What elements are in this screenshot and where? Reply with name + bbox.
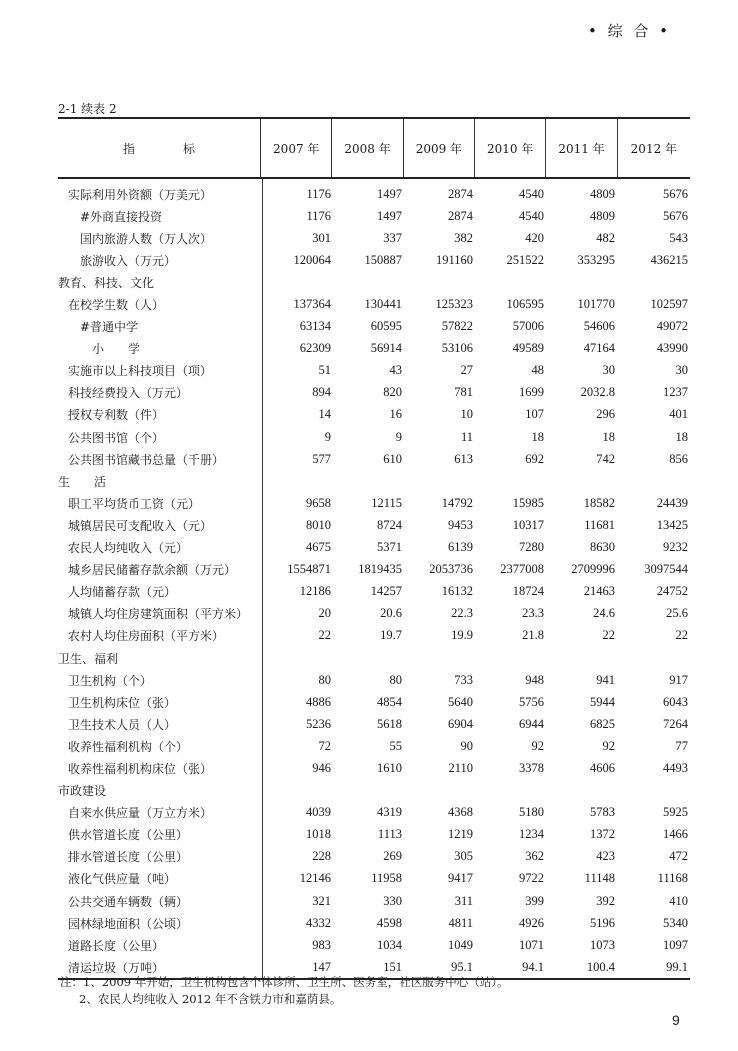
cell-value: 5196 — [590, 915, 615, 930]
cell-value: 147 — [312, 959, 331, 974]
cell-value: 610 — [383, 451, 402, 466]
cell-value: 102597 — [650, 297, 688, 312]
cell-value: 4926 — [519, 915, 544, 930]
cell-value: 4854 — [377, 694, 402, 709]
cell-value: 353295 — [577, 252, 615, 267]
table-title: 2-1 续表 2 — [58, 102, 117, 116]
cell-value: 5925 — [663, 805, 688, 820]
cell-value: 5236 — [306, 716, 331, 731]
cell-value: 24752 — [656, 584, 688, 599]
cell-value: 53106 — [441, 341, 473, 356]
cell-value: 99.1 — [666, 959, 688, 974]
cell-value: 92 — [531, 738, 544, 753]
cell-value: 2874 — [448, 208, 473, 223]
cell-value: 30 — [602, 363, 615, 378]
cell-value: 16132 — [441, 584, 473, 599]
row-label: 市政建设 — [58, 784, 107, 799]
cell-value: 150887 — [364, 252, 402, 267]
table-row — [58, 360, 690, 382]
cell-value: 20 — [318, 606, 331, 621]
cell-value: 5371 — [377, 540, 402, 555]
row-label: 园林绿地面积（公顷） — [68, 916, 189, 931]
table-row — [58, 802, 690, 824]
table-row — [58, 669, 690, 691]
cell-value: 269 — [383, 849, 402, 864]
cell-value: 2874 — [448, 186, 473, 201]
table-row — [58, 581, 690, 603]
header-year: 2011 年 — [545, 119, 616, 177]
cell-value: 12115 — [371, 495, 402, 510]
cell-value: 613 — [454, 451, 473, 466]
cell-value: 19.9 — [451, 628, 473, 643]
cell-value: 191160 — [435, 252, 473, 267]
section-row — [58, 470, 690, 492]
row-label: 授权专利数（件） — [68, 408, 165, 423]
row-label: 液化气供应量（吨） — [68, 872, 177, 887]
cell-value: 130441 — [364, 297, 402, 312]
cell-value: 4675 — [306, 540, 331, 555]
cell-value: 6139 — [448, 540, 473, 555]
cell-value: 1699 — [519, 385, 544, 400]
table-row — [58, 868, 690, 890]
page-number: 9 — [672, 1012, 680, 1028]
row-label: #外商直接投资 — [80, 209, 163, 224]
cell-value: 56914 — [370, 341, 402, 356]
cell-value: 9722 — [519, 871, 544, 886]
row-label: 城乡居民储蓄存款余额（万元） — [68, 563, 237, 578]
cell-value: 1018 — [306, 827, 331, 842]
table-row — [58, 426, 690, 448]
cell-value: 120064 — [293, 252, 331, 267]
cell-value: 80 — [389, 672, 402, 687]
cell-value: 946 — [312, 760, 331, 775]
row-label: 卫生机构床位（张） — [68, 695, 177, 710]
cell-value: 4493 — [663, 760, 688, 775]
cell-value: 2110 — [448, 760, 473, 775]
table-row — [58, 757, 690, 779]
cell-value: 12186 — [299, 584, 331, 599]
header-year: 2008 年 — [331, 119, 402, 177]
cell-value: 47164 — [583, 341, 615, 356]
cell-value: 577 — [312, 451, 331, 466]
row-label: 国内旅游人数（万人次） — [80, 231, 213, 246]
cell-value: 6825 — [590, 716, 615, 731]
cell-value: 4540 — [519, 208, 544, 223]
cell-value: 15985 — [512, 495, 544, 510]
cell-value: 22 — [602, 628, 615, 643]
cell-value: 100.4 — [586, 959, 615, 974]
cell-value: 4319 — [377, 805, 402, 820]
cell-value: 6043 — [663, 694, 688, 709]
cell-value: 6944 — [519, 716, 544, 731]
cell-value: 25.6 — [666, 606, 688, 621]
cell-value: 94.1 — [522, 959, 544, 974]
cell-value: 4886 — [306, 694, 331, 709]
cell-value: 4540 — [519, 186, 544, 201]
cell-value: 6904 — [448, 716, 473, 731]
cell-value: 420 — [525, 230, 544, 245]
row-label: 排水管道长度（公里） — [68, 850, 189, 865]
statistics-table — [58, 117, 690, 980]
cell-value: 382 — [454, 230, 473, 245]
cell-value: 72 — [318, 738, 331, 753]
cell-value: 49072 — [656, 319, 688, 334]
cell-value: 9453 — [448, 517, 473, 532]
cell-value: 24.6 — [593, 606, 615, 621]
cell-value: 1554871 — [287, 562, 331, 577]
cell-value: 22.3 — [451, 606, 473, 621]
row-label: 城镇居民可支配收入（元） — [68, 518, 213, 533]
cell-value: 9417 — [448, 871, 473, 886]
cell-value: 57822 — [441, 319, 473, 334]
cell-value: 14257 — [370, 584, 402, 599]
cell-value: 107 — [525, 407, 544, 422]
cell-value: 1219 — [448, 827, 473, 842]
table-row — [58, 735, 690, 757]
cell-value: 21.8 — [522, 628, 544, 643]
row-label: 卫生机构（个） — [68, 673, 153, 688]
row-label: 人均储蓄存款（元） — [68, 585, 177, 600]
cell-value: 894 — [312, 385, 331, 400]
cell-value: 8630 — [590, 540, 615, 555]
cell-value: 23.3 — [522, 606, 544, 621]
table-row — [58, 912, 690, 934]
cell-value: 5618 — [377, 716, 402, 731]
header-indicator: 指 标 — [123, 141, 196, 156]
cell-value: 392 — [596, 893, 615, 908]
cell-value: 2709996 — [571, 562, 615, 577]
row-label: 实施市以上科技项目（项） — [68, 364, 213, 379]
cell-value: 983 — [312, 937, 331, 952]
row-label: 实际利用外资额（万美元） — [68, 187, 213, 202]
cell-value: 2053736 — [429, 562, 473, 577]
cell-value: 337 — [383, 230, 402, 245]
cell-value: 401 — [669, 407, 688, 422]
cell-value: 57006 — [512, 319, 544, 334]
row-label: 供水管道长度（公里） — [68, 828, 189, 843]
cell-value: 482 — [596, 230, 615, 245]
table-row — [58, 492, 690, 514]
cell-value: 9 — [395, 429, 402, 444]
cell-value: 362 — [525, 849, 544, 864]
table-row — [58, 227, 690, 249]
cell-value: 4039 — [306, 805, 331, 820]
cell-value: 9232 — [663, 540, 688, 555]
cell-value: 55 — [389, 738, 402, 753]
table-row — [58, 183, 690, 205]
cell-value: 1497 — [377, 208, 402, 223]
row-label: 教育、科技、文化 — [58, 275, 155, 290]
cell-value: 125323 — [435, 297, 473, 312]
cell-value: 1237 — [663, 385, 688, 400]
cell-value: 399 — [525, 893, 544, 908]
cell-value: 296 — [596, 407, 615, 422]
cell-value: 60595 — [370, 319, 402, 334]
cell-value: 330 — [383, 893, 402, 908]
cell-value: 301 — [312, 230, 331, 245]
footnote: 2、农民人均纯收入 2012 年不含铁力市和嘉荫县。 — [79, 992, 342, 1006]
cell-value: 62309 — [299, 341, 331, 356]
row-label: 自来水供应量（万立方米） — [68, 806, 213, 821]
cell-value: 228 — [312, 849, 331, 864]
cell-value: 5340 — [663, 915, 688, 930]
table-row — [58, 625, 690, 647]
cell-value: 1234 — [519, 827, 544, 842]
table-row — [58, 338, 690, 360]
row-label: 公共图书馆（个） — [68, 430, 165, 445]
cell-value: 7264 — [663, 716, 688, 731]
table-row — [58, 316, 690, 338]
row-label: 在校学生数（人） — [68, 298, 165, 313]
cell-value: 137364 — [293, 297, 331, 312]
cell-value: 151 — [383, 959, 402, 974]
cell-value: 30 — [675, 363, 688, 378]
cell-value: 2032.8 — [580, 385, 615, 400]
cell-value: 4606 — [590, 760, 615, 775]
cell-value: 1610 — [377, 760, 402, 775]
row-label: 农村人均住房面积（平方米） — [68, 629, 225, 644]
table-row — [58, 293, 690, 315]
header-year: 2010 年 — [474, 119, 545, 177]
cell-value: 11 — [460, 429, 473, 444]
cell-value: 11148 — [584, 871, 615, 886]
cell-value: 692 — [525, 451, 544, 466]
table-row — [58, 603, 690, 625]
cell-value: 1097 — [663, 937, 688, 952]
table-row — [58, 249, 690, 271]
cell-value: 11958 — [371, 871, 402, 886]
cell-value: 49589 — [512, 341, 544, 356]
section-row — [58, 780, 690, 802]
header-year: 2009 年 — [403, 119, 474, 177]
cell-value: 543 — [669, 230, 688, 245]
cell-value: 1466 — [663, 827, 688, 842]
cell-value: 4809 — [590, 208, 615, 223]
cell-value: 820 — [383, 385, 402, 400]
cell-value: 410 — [669, 893, 688, 908]
cell-value: 1034 — [377, 937, 402, 952]
cell-value: 10 — [460, 407, 473, 422]
table-row — [58, 824, 690, 846]
row-label: 小 学 — [92, 342, 141, 357]
cell-value: 5783 — [590, 805, 615, 820]
cell-value: 18724 — [512, 584, 544, 599]
cell-value: 92 — [602, 738, 615, 753]
cell-value: 4332 — [306, 915, 331, 930]
cell-value: 43990 — [656, 341, 688, 356]
cell-value: 856 — [669, 451, 688, 466]
table-row — [58, 846, 690, 868]
cell-value: 3097544 — [644, 562, 688, 577]
cell-value: 321 — [312, 893, 331, 908]
cell-value: 63134 — [299, 319, 331, 334]
cell-value: 941 — [596, 672, 615, 687]
cell-value: 27 — [460, 363, 473, 378]
cell-value: 423 — [596, 849, 615, 864]
cell-value: 1113 — [377, 827, 402, 842]
cell-value: 311 — [454, 893, 473, 908]
row-label: 农民人均纯收入（元） — [68, 541, 189, 556]
cell-value: 18 — [602, 429, 615, 444]
cell-value: 13425 — [656, 517, 688, 532]
running-head: • 综 合 • — [588, 22, 671, 40]
cell-value: 80 — [318, 672, 331, 687]
cell-value: 7280 — [519, 540, 544, 555]
cell-value: 3378 — [519, 760, 544, 775]
section-row — [58, 647, 690, 669]
table-body — [58, 179, 690, 980]
cell-value: 251522 — [506, 252, 544, 267]
row-label: 卫生技术人员（人） — [68, 717, 177, 732]
cell-value: 11168 — [657, 871, 688, 886]
row-label: 公共图书馆藏书总量（千册） — [68, 452, 225, 467]
cell-value: 18582 — [583, 495, 615, 510]
table-row — [58, 404, 690, 426]
section-row — [58, 271, 690, 293]
cell-value: 51 — [318, 363, 331, 378]
cell-value: 48 — [531, 363, 544, 378]
row-label: #普通中学 — [80, 320, 139, 335]
cell-value: 14792 — [441, 495, 473, 510]
cell-value: 20.6 — [380, 606, 402, 621]
cell-value: 1372 — [590, 827, 615, 842]
cell-value: 77 — [675, 738, 688, 753]
table-row — [58, 514, 690, 536]
cell-value: 90 — [460, 738, 473, 753]
table-row — [58, 713, 690, 735]
cell-value: 16 — [389, 407, 402, 422]
cell-value: 106595 — [506, 297, 544, 312]
row-label: 旅游收入（万元） — [80, 253, 177, 268]
cell-value: 10317 — [512, 517, 544, 532]
cell-value: 1071 — [519, 937, 544, 952]
cell-value: 1497 — [377, 186, 402, 201]
cell-value: 9 — [324, 429, 331, 444]
header-year: 2007 年 — [260, 119, 331, 177]
row-label: 清运垃圾（万吨） — [68, 960, 165, 975]
cell-value: 19.7 — [380, 628, 402, 643]
cell-value: 2377008 — [500, 562, 544, 577]
cell-value: 9658 — [306, 495, 331, 510]
cell-value: 472 — [669, 849, 688, 864]
cell-value: 948 — [525, 672, 544, 687]
table-row — [58, 691, 690, 713]
table-header — [58, 117, 690, 179]
table-row — [58, 205, 690, 227]
cell-value: 1073 — [590, 937, 615, 952]
row-label: 公共交通车辆数（辆） — [68, 894, 189, 909]
cell-value: 12146 — [299, 871, 331, 886]
cell-value: 5180 — [519, 805, 544, 820]
cell-value: 5676 — [663, 186, 688, 201]
cell-value: 436215 — [650, 252, 688, 267]
cell-value: 24439 — [656, 495, 688, 510]
cell-value: 11681 — [584, 517, 615, 532]
cell-value: 5944 — [590, 694, 615, 709]
cell-value: 18 — [675, 429, 688, 444]
cell-value: 742 — [596, 451, 615, 466]
cell-value: 1176 — [306, 208, 331, 223]
table-row — [58, 382, 690, 404]
cell-value: 733 — [454, 672, 473, 687]
table-row — [58, 934, 690, 956]
cell-value: 781 — [454, 385, 473, 400]
cell-value: 21463 — [583, 584, 615, 599]
table-row — [58, 537, 690, 559]
cell-value: 18 — [531, 429, 544, 444]
cell-value: 5756 — [519, 694, 544, 709]
row-label: 卫生、福利 — [58, 651, 119, 666]
cell-value: 4811 — [448, 915, 473, 930]
cell-value: 5640 — [448, 694, 473, 709]
footnote: 注：1、2009 年开始，卫生机构包含个体诊所、卫生所、医务室，社区服务中心（站）。 — [60, 975, 509, 989]
header-year: 2012 年 — [617, 119, 690, 177]
cell-value: 43 — [389, 363, 402, 378]
cell-value: 305 — [454, 849, 473, 864]
cell-value: 14 — [318, 407, 331, 422]
cell-value: 8010 — [306, 517, 331, 532]
cell-value: 4368 — [448, 805, 473, 820]
footnotes — [60, 974, 508, 1008]
cell-value: 1819435 — [358, 562, 402, 577]
table-row — [58, 559, 690, 581]
row-label: 科技经费投入（万元） — [68, 386, 189, 401]
row-label: 收养性福利机构床位（张） — [68, 761, 213, 776]
cell-value: 1176 — [306, 186, 331, 201]
cell-value: 4598 — [377, 915, 402, 930]
cell-value: 1049 — [448, 937, 473, 952]
row-label: 职工平均货币工资（元） — [68, 496, 201, 511]
cell-value: 22 — [318, 628, 331, 643]
row-label: 城镇人均住房建筑面积（平方米） — [68, 607, 249, 622]
cell-value: 22 — [675, 628, 688, 643]
cell-value: 5676 — [663, 208, 688, 223]
row-label: 道路长度（公里） — [68, 938, 165, 953]
cell-value: 8724 — [377, 517, 402, 532]
cell-value: 54606 — [583, 319, 615, 334]
row-label: 收养性福利机构（个） — [68, 739, 189, 754]
row-label: 生 活 — [58, 474, 107, 489]
cell-value: 101770 — [577, 297, 615, 312]
table-row — [58, 890, 690, 912]
cell-value: 95.1 — [451, 959, 473, 974]
cell-value: 4809 — [590, 186, 615, 201]
cell-value: 917 — [669, 672, 688, 687]
table-row — [58, 448, 690, 470]
